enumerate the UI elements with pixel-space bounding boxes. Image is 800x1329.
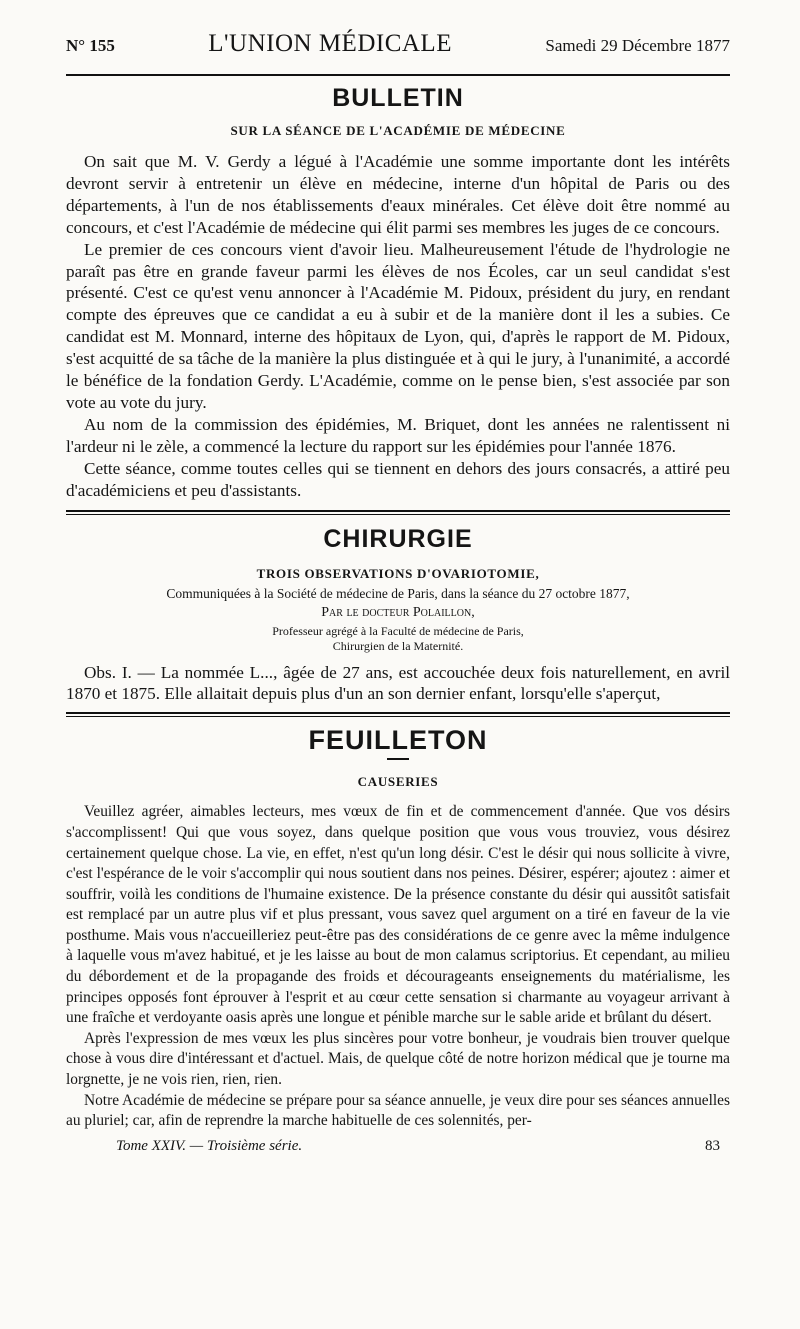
bulletin-paragraph: Cette séance, comme toutes celles qui se tiennent en dehors des jours consacrés, a attiré peu d'académiciens et peu d'assistants. <box>66 458 730 500</box>
page-footer <box>66 1138 730 1155</box>
header-rule <box>66 74 730 76</box>
feuilleton-paragraph: Notre Académie de médecine se prépare pour sa séance annuelle, je veux dire pour ses séances annuelles au pluriel; car, afin de reprendre la marche habituelle de ces solennités, per- <box>66 1091 730 1130</box>
chirurgie-title: CHIRURGIE <box>323 524 473 553</box>
feuilleton-paragraph: Après l'expression de mes vœux les plus sincères pour votre bonheur, je voudrais bien trouver quelque chose à vous dire d'intéressant et d'actuel. Mais, de quelque côté de notre horizon médical que je tourne ma lorgnette, je ne vois rien, rien, rien. <box>66 1029 730 1089</box>
bulletin-paragraph: Au nom de la commission des épidémies, M. Briquet, dont les années ne ralentissent ni l'ardeur ni le zèle, a commencé la lecture du rapport sur les épidémies pour l'année 1876. <box>66 414 730 456</box>
author-affiliation: Chirurgien de la Maternité. <box>332 638 464 653</box>
feuilleton-subtitle: CAUSERIES <box>357 774 439 790</box>
chirurgie-section <box>66 525 730 706</box>
feuilleton-paragraph: Veuillez agréer, aimables lecteurs, mes vœux de fin et de commencement d'année. Que vos désirs s'accomplissent! Qui que vous soyez, dans quelque position que vous vous trouviez, vous désirez certainement quelque chose. La vie, en effet, n'est qu'un long désir. C'est le désir qui nous sollicite à vivre, c'est l'espérance de le voir s'accomplir qui nous soutient dans nos peines. Désirer, espérer; ajoutez : aimer et souffrir, voilà les conditions de l'humaine existence. De la présence constante du désir qui aussitôt satisfait est remplacé par un autre plus vif et plus pressant, vous savez quel argument on a tiré en faveur de la vie posthume. Mais vous n'accueilleriez peut-être pas des considérations de ce genre avec la même indulgence à laquelle vous m'avez habitué, et je les laisse au bout de mon calamus scriptorius. Et cependant, au milieu du débordement et de la propagande des froids et décourageants enseignements du matérialisme, les principes opposés font éprouver à l'esprit et au cœur cette sensation si charmante au voyageur arrivant à une fraîche et verdoyante oasis après une longue et pénible marche sur le sable aride et brûlant du désert. <box>66 803 730 1027</box>
section-divider <box>66 510 730 515</box>
issue-number: N° 155 <box>66 36 115 55</box>
observation-text: Obs. I. — La nommée L..., âgée de 27 ans, est accouchée deux fois naturellement, en avril 1870 et 1875. Elle allaitait depuis plus d'un an son dernier enfant, lorsqu'elle s'aperçut, <box>66 662 730 704</box>
bulletin-title: BULLETIN <box>332 84 464 112</box>
communication-note: Communiquées à la Société de médecine de Paris, dans la séance du 27 octobre 1877, <box>166 585 630 601</box>
feuilleton-title: FEUILLETON <box>308 725 488 756</box>
title-dash <box>387 758 409 760</box>
author-affiliation: Professeur agrégé à la Faculté de médecine de Paris, <box>272 623 524 638</box>
page-header <box>66 30 730 64</box>
page-number: 83 <box>705 1137 720 1154</box>
journal-title: L'UNION MÉDICALE <box>208 30 452 57</box>
bulletin-paragraph: On sait que M. V. Gerdy a légué à l'Académie une somme importante dont les intérêts devront servir à entretenir un élève en médecine, interne d'un hôpital de Paris ou des départements, à l'un de nos établissements d'eaux minérales. Cet élève doit être nommé au concours, et c'est l'Académie de médecine qui élit parmi ses membres les juges de ce concours. <box>66 152 730 237</box>
bulletin-subtitle: SUR LA SÉANCE DE L'ACADÉMIE DE MÉDECINE <box>230 123 566 138</box>
chirurgie-subtitle: TROIS OBSERVATIONS D'OVARIOTOMIE, <box>256 565 540 581</box>
section-divider <box>66 712 730 717</box>
issue-date: Samedi 29 Décembre 1877 <box>545 36 730 55</box>
feuilleton-section <box>66 725 730 1132</box>
article-author: Par le docteur Polaillon, <box>321 604 475 620</box>
bulletin-paragraph: Le premier de ces concours vient d'avoir lieu. Malheureusement l'étude de l'hydrologie ne paraît pas être en grande faveur parmi les élèves de nos Écoles, car un seul candidat s'est présenté. C'est ce qu'est venu annoncer à l'Académie M. Pidoux, président du jury, en rendant compte des épreuves que ce candidat a eu à subir et de la manière dont il les a subies. Ce candidat est M. Monnard, interne des hôpitaux de Lyon, qui, d'après le rapport de M. Pidoux, s'est acquitté de sa tâche de la manière la plus distinguée et à qui le jury, à l'unanimité, a accordé le bénéfice de la fondation Gerdy. L'Académie, comme on le pense bien, s'est associée par son vote au vote du jury. <box>66 239 730 412</box>
bulletin-section <box>66 84 730 502</box>
volume-info: Tome XXIV. — Troisième série. <box>116 1137 303 1154</box>
